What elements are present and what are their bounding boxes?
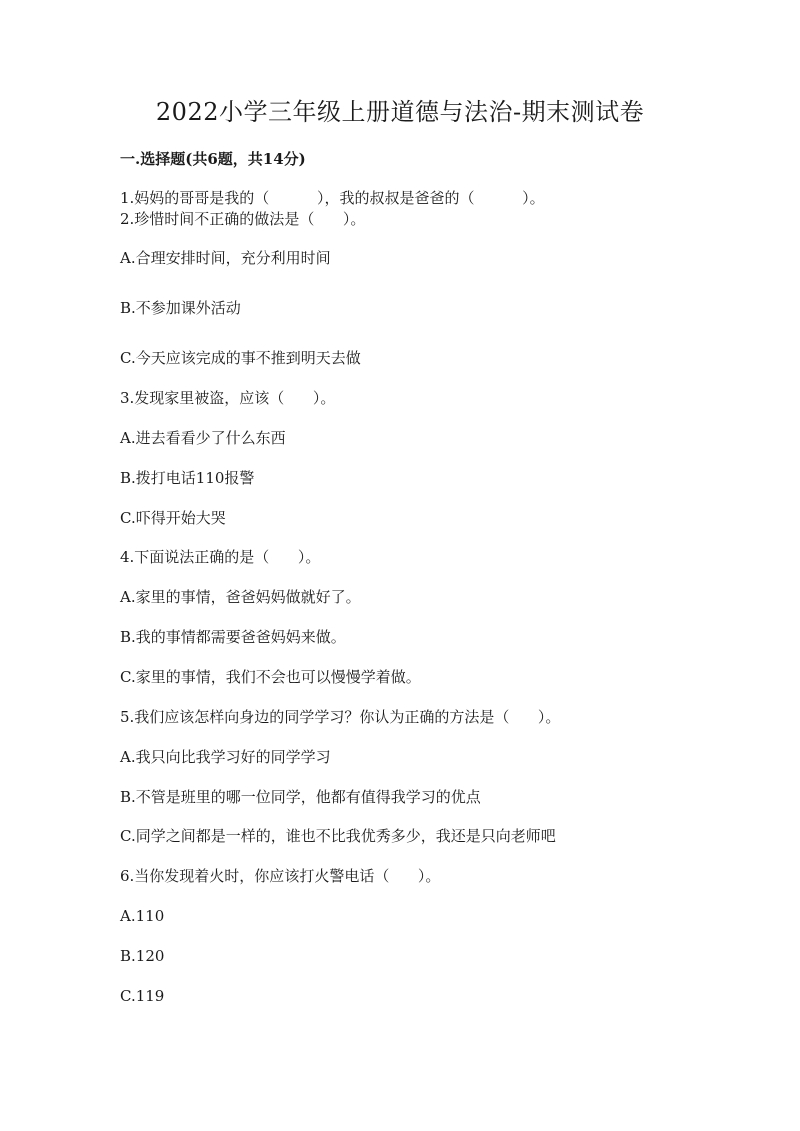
question-3-option-b: B.拨打电话110报警 (120, 469, 255, 487)
question-4-stem: 4.下面说法正确的是（ ）。 (120, 548, 321, 566)
question-2-option-b: B.不参加课外活动 (120, 299, 241, 317)
exam-title: 2022小学三年级上册道德与法治-期末测试卷 (155, 98, 645, 126)
question-6-option-a: A.110 (120, 907, 165, 925)
question-6-option-b: B.120 (120, 947, 165, 965)
question-5-stem: 5.我们应该怎样向身边的同学学习？你认为正确的方法是（ ）。 (120, 708, 561, 726)
question-3-option-c: C.吓得开始大哭 (120, 509, 226, 527)
question-2-stem: 2.珍惜时间不正确的做法是（ ）。 (120, 210, 366, 228)
question-2-option-a: A.合理安排时间，充分利用时间 (120, 249, 331, 267)
question-6-option-c: C.119 (120, 987, 165, 1005)
question-4-option-b: B.我的事情都需要爸爸妈妈来做。 (120, 628, 346, 646)
section-header: 一.选择题(共6题，共14分) (120, 150, 306, 168)
question-1-stem: 1.妈妈的哥哥是我的（ ），我的叔叔是爸爸的（ ）。 (120, 189, 545, 207)
question-4-option-a: A.家里的事情，爸爸妈妈做就好了。 (120, 588, 361, 606)
question-4-option-c: C.家里的事情，我们不会也可以慢慢学着做。 (120, 668, 421, 686)
question-5-option-c: C.同学之间都是一样的，谁也不比我优秀多少，我还是只向老师吧 (120, 827, 556, 845)
question-5-option-a: A.我只向比我学习好的同学学习 (120, 748, 331, 766)
question-6-stem: 6.当你发现着火时，你应该打火警电话（ ）。 (120, 867, 441, 885)
question-3-stem: 3.发现家里被盗，应该（ ）。 (120, 389, 336, 407)
question-3-option-a: A.进去看看少了什么东西 (120, 429, 286, 447)
question-2-option-c: C.今天应该完成的事不推到明天去做 (120, 349, 361, 367)
question-5-option-b: B.不管是班里的哪一位同学，他都有值得我学习的优点 (120, 788, 481, 806)
